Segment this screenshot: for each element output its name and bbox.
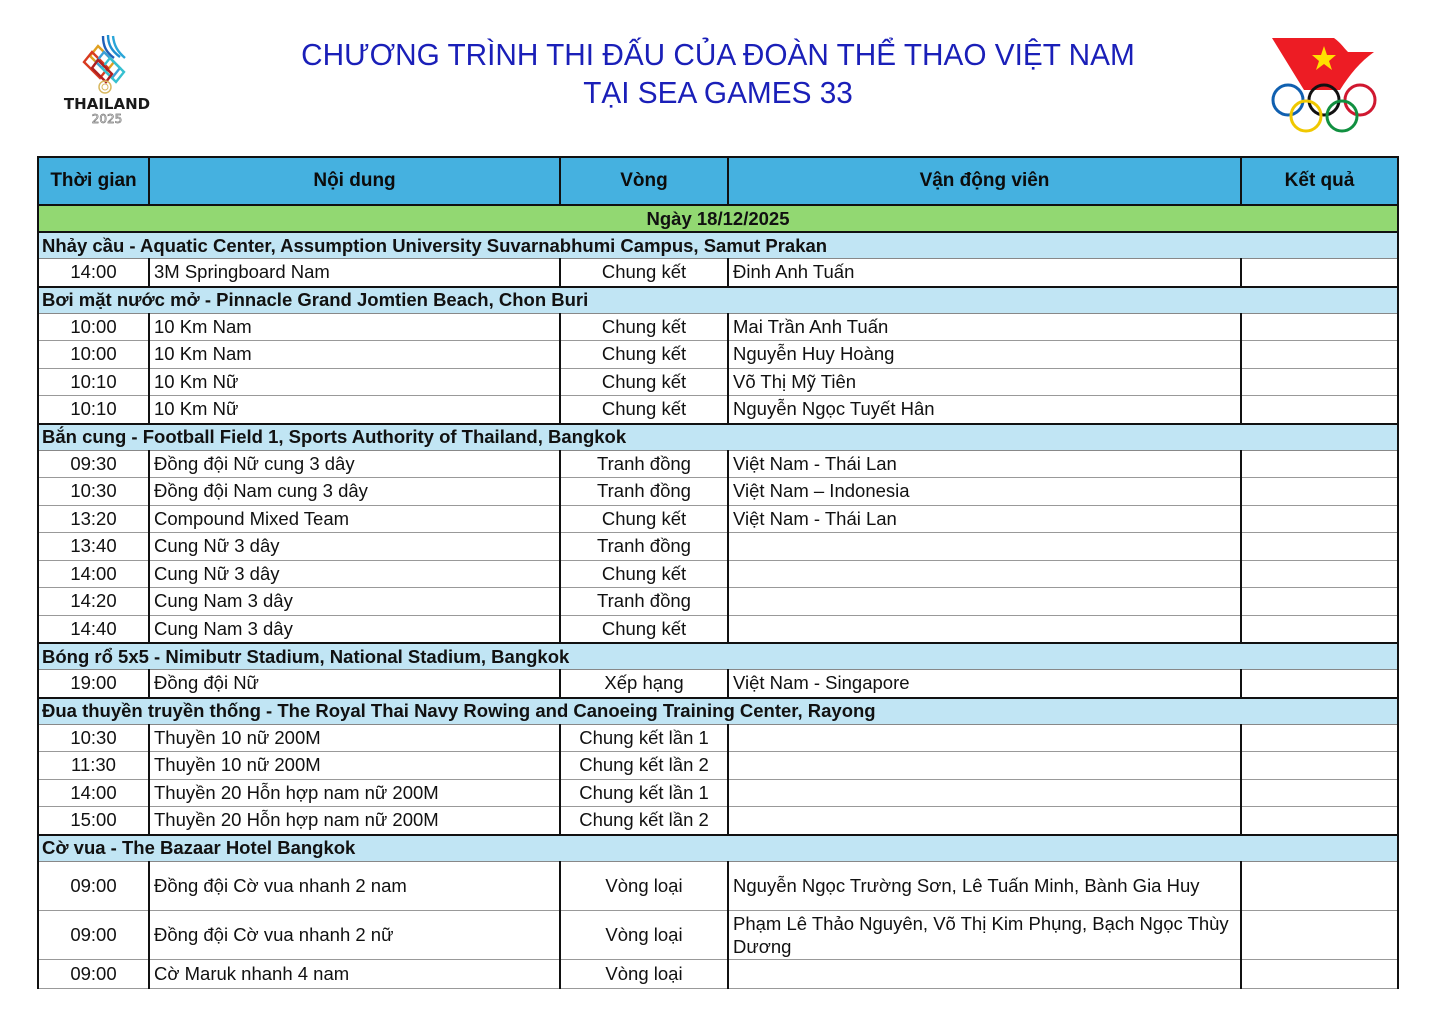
cell-athletes xyxy=(728,724,1241,752)
cell-round: Xếp hạng xyxy=(560,670,728,698)
cell-event: Đồng đội Cờ vua nhanh 2 nam xyxy=(149,861,560,910)
cell-result xyxy=(1241,615,1398,643)
table-row xyxy=(38,368,1398,396)
cell-round: Vòng loại xyxy=(560,959,728,988)
table-row xyxy=(38,752,1398,780)
cell-round: Vòng loại xyxy=(560,861,728,910)
cell-round: Chung kết lần 1 xyxy=(560,779,728,807)
cell-athletes xyxy=(728,588,1241,616)
cell-time: 10:30 xyxy=(38,724,149,752)
table-row xyxy=(38,588,1398,616)
cell-time: 15:00 xyxy=(38,807,149,835)
cell-time: 14:00 xyxy=(38,560,149,588)
cell-round: Tranh đồng xyxy=(560,533,728,561)
thailand-2025-logo xyxy=(58,32,158,128)
cell-time: 10:00 xyxy=(38,341,149,369)
table-row xyxy=(38,259,1398,287)
cell-time: 11:30 xyxy=(38,752,149,780)
flag-olympic-rings-icon xyxy=(1268,34,1380,134)
cell-athletes xyxy=(728,560,1241,588)
cell-result xyxy=(1241,807,1398,835)
section-title: Bơi mặt nước mở - Pinnacle Grand Jomtien Beach, Chon Buri xyxy=(38,287,1398,314)
table-row xyxy=(38,670,1398,698)
svg-text:2025: 2025 xyxy=(91,112,123,126)
cell-round: Tranh đồng xyxy=(560,478,728,506)
cell-event: Cung Nam 3 dây xyxy=(149,615,560,643)
cell-time: 09:30 xyxy=(38,450,149,478)
cell-time: 10:10 xyxy=(38,368,149,396)
cell-athletes: Phạm Lê Thảo Nguyên, Võ Thị Kim Phụng, Bạch Ngọc Thùy Dương xyxy=(728,910,1241,959)
cell-result xyxy=(1241,505,1398,533)
cell-result xyxy=(1241,910,1398,959)
table-row xyxy=(38,505,1398,533)
cell-round: Chung kết lần 2 xyxy=(560,807,728,835)
cell-round: Chung kết xyxy=(560,313,728,341)
section-row xyxy=(38,232,1398,259)
cell-athletes: Mai Trần Anh Tuấn xyxy=(728,313,1241,341)
cell-result xyxy=(1241,560,1398,588)
table-row xyxy=(38,478,1398,506)
cell-result xyxy=(1241,396,1398,424)
table-row xyxy=(38,450,1398,478)
table-row xyxy=(38,560,1398,588)
cell-event: 3M Springboard Nam xyxy=(149,259,560,287)
cell-result xyxy=(1241,533,1398,561)
table-row xyxy=(38,861,1398,910)
cell-round: Chung kết xyxy=(560,396,728,424)
cell-round: Chung kết xyxy=(560,615,728,643)
cell-time: 14:40 xyxy=(38,615,149,643)
table-row xyxy=(38,779,1398,807)
section-row xyxy=(38,835,1398,862)
cell-event: Thuyền 20 Hỗn hợp nam nữ 200M xyxy=(149,779,560,807)
cell-event: Đồng đội Nữ cung 3 dây xyxy=(149,450,560,478)
cell-result xyxy=(1241,259,1398,287)
cell-athletes: Nguyễn Ngọc Tuyết Hân xyxy=(728,396,1241,424)
column-header-event: Nội dung xyxy=(149,157,560,205)
vietnam-olympic-committee-logo xyxy=(1268,34,1380,134)
cell-result xyxy=(1241,959,1398,988)
cell-event: Cung Nữ 3 dây xyxy=(149,560,560,588)
cell-time: 14:00 xyxy=(38,779,149,807)
cell-event: 10 Km Nam xyxy=(149,341,560,369)
cell-round: Chung kết xyxy=(560,505,728,533)
table-row xyxy=(38,724,1398,752)
cell-time: 14:20 xyxy=(38,588,149,616)
cell-athletes: Nguyễn Ngọc Trường Sơn, Lê Tuấn Minh, Bành Gia Huy xyxy=(728,861,1241,910)
cell-result xyxy=(1241,368,1398,396)
cell-time: 14:00 xyxy=(38,259,149,287)
cell-round: Chung kết lần 1 xyxy=(560,724,728,752)
section-row xyxy=(38,643,1398,670)
cell-round: Chung kết xyxy=(560,368,728,396)
cell-result xyxy=(1241,478,1398,506)
cell-result xyxy=(1241,752,1398,780)
cell-event: Cung Nam 3 dây xyxy=(149,588,560,616)
section-title: Đua thuyền truyền thống - The Royal Thai Navy Rowing and Canoeing Training Center, Rayong xyxy=(38,698,1398,725)
cell-time: 13:20 xyxy=(38,505,149,533)
title-line-1: CHƯƠNG TRÌNH THI ĐẤU CỦA ĐOÀN THỂ THAO VIỆT NAM xyxy=(301,37,1135,72)
table-row xyxy=(38,313,1398,341)
column-header-time: Thời gian xyxy=(38,157,149,205)
table-row xyxy=(38,959,1398,988)
cell-result xyxy=(1241,341,1398,369)
cell-athletes xyxy=(728,752,1241,780)
cell-time: 09:00 xyxy=(38,861,149,910)
cell-athletes xyxy=(728,807,1241,835)
cell-athletes xyxy=(728,779,1241,807)
thailand-2025-emblem-icon xyxy=(58,32,158,128)
cell-round: Tranh đồng xyxy=(560,450,728,478)
page-title xyxy=(221,36,1216,112)
cell-event: Đồng đội Cờ vua nhanh 2 nữ xyxy=(149,910,560,959)
cell-athletes: Việt Nam - Singapore xyxy=(728,670,1241,698)
cell-round: Chung kết xyxy=(560,560,728,588)
cell-event: 10 Km Nữ xyxy=(149,396,560,424)
section-row xyxy=(38,424,1398,451)
cell-result xyxy=(1241,670,1398,698)
cell-event: Cung Nữ 3 dây xyxy=(149,533,560,561)
cell-event: Đồng đội Nam cung 3 dây xyxy=(149,478,560,506)
title-line-2: TẠI SEA GAMES 33 xyxy=(583,75,853,110)
table-header-row xyxy=(38,157,1398,205)
cell-event: Đồng đội Nữ xyxy=(149,670,560,698)
cell-time: 19:00 xyxy=(38,670,149,698)
section-title: Nhảy cầu - Aquatic Center, Assumption University Suvarnabhumi Campus, Samut Prakan xyxy=(38,232,1398,259)
cell-athletes xyxy=(728,959,1241,988)
cell-event: Compound Mixed Team xyxy=(149,505,560,533)
date-label: Ngày 18/12/2025 xyxy=(38,205,1398,232)
table-row xyxy=(38,910,1398,959)
cell-time: 10:30 xyxy=(38,478,149,506)
cell-round: Chung kết xyxy=(560,341,728,369)
cell-result xyxy=(1241,779,1398,807)
cell-athletes xyxy=(728,615,1241,643)
section-title: Cờ vua - The Bazaar Hotel Bangkok xyxy=(38,835,1398,862)
cell-result xyxy=(1241,861,1398,910)
cell-event: Thuyền 10 nữ 200M xyxy=(149,752,560,780)
section-row xyxy=(38,287,1398,314)
table-row xyxy=(38,341,1398,369)
svg-text:THAILAND: THAILAND xyxy=(63,95,151,113)
section-row xyxy=(38,698,1398,725)
section-title: Bóng rổ 5x5 - Nimibutr Stadium, National Stadium, Bangkok xyxy=(38,643,1398,670)
date-row xyxy=(38,205,1398,232)
cell-result xyxy=(1241,313,1398,341)
cell-result xyxy=(1241,724,1398,752)
cell-time: 10:10 xyxy=(38,396,149,424)
cell-round: Chung kết xyxy=(560,259,728,287)
cell-result xyxy=(1241,450,1398,478)
cell-event: Thuyền 10 nữ 200M xyxy=(149,724,560,752)
column-header-round: Vòng xyxy=(560,157,728,205)
cell-athletes: Việt Nam - Thái Lan xyxy=(728,450,1241,478)
cell-time: 09:00 xyxy=(38,959,149,988)
cell-athletes: Việt Nam - Thái Lan xyxy=(728,505,1241,533)
cell-event: 10 Km Nam xyxy=(149,313,560,341)
cell-time: 09:00 xyxy=(38,910,149,959)
cell-event: Cờ Maruk nhanh 4 nam xyxy=(149,959,560,988)
table-row xyxy=(38,807,1398,835)
table-row xyxy=(38,396,1398,424)
cell-time: 13:40 xyxy=(38,533,149,561)
section-title: Bắn cung - Football Field 1, Sports Authority of Thailand, Bangkok xyxy=(38,424,1398,451)
cell-time: 10:00 xyxy=(38,313,149,341)
cell-round: Vòng loại xyxy=(560,910,728,959)
cell-round: Chung kết lần 2 xyxy=(560,752,728,780)
table-row xyxy=(38,615,1398,643)
cell-event: Thuyền 20 Hỗn hợp nam nữ 200M xyxy=(149,807,560,835)
cell-athletes: Võ Thị Mỹ Tiên xyxy=(728,368,1241,396)
table-row xyxy=(38,533,1398,561)
cell-athletes: Việt Nam – Indonesia xyxy=(728,478,1241,506)
column-header-result: Kết quả xyxy=(1241,157,1398,205)
column-header-athletes: Vận động viên xyxy=(728,157,1241,205)
cell-athletes: Nguyễn Huy Hoàng xyxy=(728,341,1241,369)
schedule-table xyxy=(37,156,1399,989)
cell-athletes xyxy=(728,533,1241,561)
cell-result xyxy=(1241,588,1398,616)
cell-athletes: Đinh Anh Tuấn xyxy=(728,259,1241,287)
cell-event: 10 Km Nữ xyxy=(149,368,560,396)
cell-round: Tranh đồng xyxy=(560,588,728,616)
